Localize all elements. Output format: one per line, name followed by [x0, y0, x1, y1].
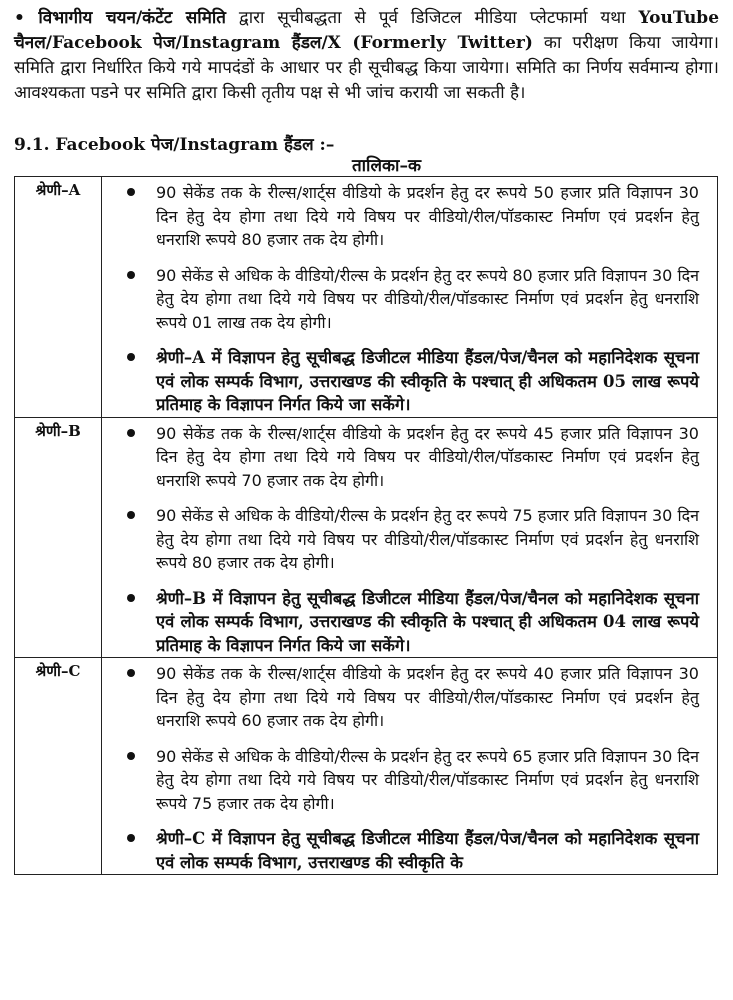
bullet-icon: [127, 429, 135, 437]
category-details: [102, 658, 718, 875]
bullet-icon: [127, 752, 135, 760]
list-item: [102, 181, 699, 252]
category-note: श्रेणी–B में विज्ञापन हेतु सूचीबद्ध डिजीटल मीडिया हैंडल/पेज/चैनल को महानिदेशक सूचना एवं लोक सम्पर्क विभाग, उत्तराखण्ड की स्वीकृति के पश्चात् ही अधिकतम 04 लाख रूपये प्रतिमाह के विज्ञापन निर्गत किये जा सकेंगे।: [156, 588, 699, 655]
rate-list: [102, 422, 699, 658]
intro-platforms: YouTube चैनल/Facebook पेज/Instagram हैंडल/X (Formerly Twitter): [14, 8, 720, 53]
list-item: [102, 662, 699, 733]
rate-text: 90 सेकेंड तक के रील्स/शार्ट्स वीडियो के प्रदर्शन हेतु दर रूपये 45 हजार प्रति विज्ञापन 30 दिन हेतु देय होगा तथा दिये गये विषय पर वीडियो/रील/पॉडकास्ट निर्माण एवं प्रदर्शन हेतु धनराशि रूपये 70 हजार तक देय होगी।: [156, 423, 699, 490]
rate-text: 90 सेकेंड तक के रील्स/शार्ट्स वीडियो के प्रदर्शन हेतु दर रूपये 50 हजार प्रति विज्ञापन 30 दिन हेतु देय होगा तथा दिये गये विषय पर वीडियो/रील/पॉडकास्ट निर्माण एवं प्रदर्शन हेतु धनराशि रूपये 80 हजार तक देय होगी।: [156, 183, 699, 249]
category-label: श्रेणी–A: [15, 177, 102, 418]
list-item: [102, 346, 699, 417]
table-row: [15, 658, 718, 875]
category-details: [102, 177, 718, 418]
list-item: [102, 422, 699, 493]
rate-list: [102, 181, 699, 417]
intro-bullet: •: [14, 8, 25, 28]
rate-text: 90 सेकेंड तक के रील्स/शार्ट्स वीडियो के प्रदर्शन हेतु दर रूपये 40 हजार प्रति विज्ञापन 30 दिन हेतु देय होगा तथा दिये गये विषय पर वीडियो/रील/पॉडकास्ट निर्माण एवं प्रदर्शन हेतु धनराशि रूपये 60 हजार तक देय होगी।: [156, 664, 699, 730]
table-row: [15, 417, 718, 658]
rate-text: 90 सेकेंड से अधिक के वीडियो/रील्स के प्रदर्शन हेतु दर रूपये 80 हजार प्रति विज्ञापन 30 दिन हेतु देय होगा तथा दिये गये विषय पर वीडियो/रील/पॉडकास्ट निर्माण एवं प्रदर्शन हेतु धनराशि रूपये 01 लाख तक देय होगी।: [156, 265, 699, 332]
intro-paragraph: [14, 6, 719, 106]
table-caption: तालिका–क: [351, 156, 422, 176]
list-item: [102, 504, 699, 575]
category-note: श्रेणी–A में विज्ञापन हेतु सूचीबद्ध डिजीटल मीडिया हैंडल/पेज/चैनल को महानिदेशक सूचना एवं लोक सम्पर्क विभाग, उत्तराखण्ड की स्वीकृति के पश्चात् ही अधिकतम 05 लाख रूपये प्रतिमाह के विज्ञापन निर्गत किये जा सकेंगे।: [156, 348, 699, 414]
list-item: [102, 827, 699, 874]
table-row: [15, 177, 718, 418]
list-item: [102, 587, 699, 658]
bullet-icon: [127, 511, 135, 519]
rates-table: [14, 176, 718, 875]
list-item: [102, 745, 699, 816]
rate-list: [102, 662, 699, 874]
bullet-icon: [127, 271, 135, 279]
intro-committee-name: विभागीय चयन/कंटेंट समिति: [38, 8, 226, 28]
bullet-icon: [127, 834, 135, 842]
bullet-icon: [127, 188, 135, 196]
rate-text: 90 सेकेंड से अधिक के वीडियो/रील्स के प्रदर्शन हेतु दर रूपये 65 हजार प्रति विज्ञापन 30 दिन हेतु देय होगा तथा दिये गये विषय पर वीडियो/रील/पॉडकास्ट निर्माण एवं प्रदर्शन हेतु धनराशि रूपये 75 हजार तक देय होगी।: [156, 746, 699, 813]
bullet-icon: [127, 353, 135, 361]
list-item: [102, 264, 699, 335]
rate-text: 90 सेकेंड से अधिक के वीडियो/रील्स के प्रदर्शन हेतु दर रूपये 75 हजार प्रति विज्ञापन 30 दिन हेतु देय होगा तथा दिये गये विषय पर वीडियो/रील/पॉडकास्ट निर्माण एवं प्रदर्शन हेतु धनराशि रूपये 80 हजार तक देय होगी।: [156, 506, 699, 572]
bullet-icon: [127, 669, 135, 677]
intro-text-2: का परीक्षण किया जायेगा। समिति द्वारा निर्धारित किये गये मापदंडों के आधार पर ही सूचीबद्ध किया जायेगा। समिति का निर्णय सर्वमान्य होगा। आवश्यकता पडने पर समिति द्वारा किसी तृतीय पक्ष से भी जांच करायी जा सकती है।: [14, 33, 719, 103]
category-note: श्रेणी–C में विज्ञापन हेतु सूचीबद्ध डिजीटल मीडिया हैंडल/पेज/चैनल को महानिदेशक सूचना एवं लोक सम्पर्क विभाग, उत्तराखण्ड की स्वीकृति के: [156, 829, 699, 872]
intro-text-1: द्वारा सूचीबद्धता से पूर्व डिजिटल मीडिया प्लेटफार्मा यथा: [225, 8, 639, 28]
category-label: श्रेणी–B: [15, 417, 102, 658]
section-heading: 9.1. Facebook पेज/Instagram हैंडल :–: [14, 135, 335, 155]
category-details: [102, 417, 718, 658]
bullet-icon: [127, 594, 135, 602]
category-label: श्रेणी–C: [15, 658, 102, 875]
